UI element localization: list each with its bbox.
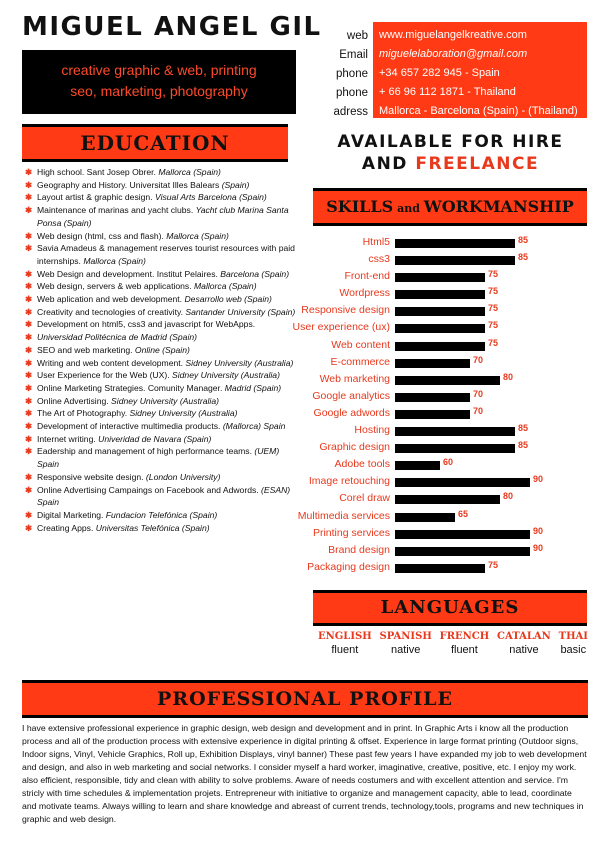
language-name: FRENCH [439, 631, 490, 642]
skill-row [313, 406, 603, 423]
skill-label: Google analytics [312, 389, 390, 402]
education-item [22, 357, 296, 370]
contact-label-phone-spain: phone [336, 68, 368, 80]
education-item-place: Mallorca (Spain) [194, 281, 257, 292]
asterisk-bullet-icon: ✱ [25, 382, 33, 393]
skill-row [313, 372, 603, 389]
skill-row [313, 423, 603, 440]
skill-row [301, 303, 603, 320]
asterisk-bullet-icon: ✱ [25, 306, 33, 317]
asterisk-bullet-icon: ✱ [25, 421, 33, 432]
skill-bar [395, 342, 485, 351]
skill-label: User experience (ux) [292, 321, 390, 334]
asterisk-bullet-icon: ✱ [25, 268, 33, 279]
language-item [380, 631, 432, 656]
skill-bar [395, 239, 515, 248]
skill-value: 75 [488, 337, 499, 348]
skill-label: Graphic design [319, 441, 390, 454]
contact-phone-thailand: + 66 96 112 1871 - Thailand [379, 86, 516, 98]
education-item [22, 420, 296, 433]
availability-accent: FREELANCE [415, 154, 540, 174]
education-item-title: Web design, servers & web applications. [37, 281, 194, 292]
education-item [22, 204, 296, 229]
education-item-title: High school. Sant Josep Obrer. [37, 167, 159, 177]
education-item-title: Development on html5, css3 and javascript for WebApps. [37, 319, 256, 330]
skill-label: Web content [331, 338, 390, 351]
skill-bar [395, 478, 530, 487]
asterisk-bullet-icon: ✱ [25, 230, 33, 241]
skill-bar [395, 359, 470, 368]
skill-row [292, 320, 603, 337]
tagline-line1: creative graphic & web, printing [61, 62, 257, 78]
skill-bar [395, 530, 530, 539]
education-item [22, 293, 296, 306]
skill-row [313, 355, 603, 372]
education-item-place: Visual Arts Barcelona (Spain) [155, 192, 267, 203]
asterisk-bullet-icon: ✱ [25, 471, 33, 482]
skill-row [313, 543, 603, 560]
education-item [22, 331, 296, 344]
skills-heading-word1: SKILLS [326, 197, 394, 216]
asterisk-bullet-icon: ✱ [25, 319, 33, 330]
availability-line1: AVAILABLE FOR HIRE [337, 132, 564, 152]
education-item-place: Sidney University (Australia) [111, 395, 219, 406]
skill-value: 90 [533, 474, 544, 485]
education-item [22, 445, 296, 470]
skill-bar [395, 513, 455, 522]
education-item-place: Sidney University (Australia) [185, 357, 294, 368]
asterisk-bullet-icon: ✱ [25, 332, 33, 343]
education-item-place: (ESAN) Spain [37, 484, 291, 508]
skill-row [313, 440, 603, 457]
skill-row [308, 474, 603, 491]
language-name: SPANISH [379, 631, 432, 642]
asterisk-bullet-icon: ✱ [25, 522, 33, 533]
skill-label: Image retouching [308, 475, 390, 488]
education-item-place: Online (Spain) [134, 344, 190, 355]
skill-label: E-commerce [330, 355, 390, 368]
education-heading: EDUCATION [22, 124, 288, 162]
education-item-title: Online Marketing Strategies. Comunity Manager. [37, 382, 225, 393]
skill-bar [395, 495, 500, 504]
availability-line2 [313, 153, 588, 175]
education-item-title: Writing and web content development. [37, 357, 186, 368]
education-item-place: Universidad Politécnica de Madrid (Spain) [37, 332, 198, 343]
education-item-title: Eadership and management of high performance teams. [37, 446, 255, 457]
skill-bar [395, 393, 470, 402]
tagline-box [22, 50, 296, 114]
language-item [497, 631, 551, 656]
contact-address: Mallorca - Barcelona (Spain) - (Thailand) [379, 105, 578, 117]
tagline-line2: seo, marketing, photography [70, 83, 248, 99]
asterisk-bullet-icon: ✱ [25, 243, 33, 254]
asterisk-bullet-icon: ✱ [25, 167, 33, 177]
skill-value: 85 [518, 423, 529, 434]
education-item [22, 471, 296, 484]
contact-label-phone-thailand: phone [336, 87, 368, 99]
language-level: fluent [331, 644, 359, 656]
education-item-title: Web design (html, css and flash). [37, 230, 167, 241]
education-item [22, 230, 296, 243]
education-item [22, 268, 296, 281]
contact-phone-spain: +34 657 282 945 - Spain [379, 67, 500, 79]
skill-value: 85 [518, 235, 529, 245]
education-item [22, 306, 296, 319]
language-item [559, 631, 588, 656]
skill-label: Responsive design [301, 304, 390, 317]
skills-heading [313, 188, 587, 226]
education-item [22, 433, 296, 446]
skill-row [313, 235, 603, 252]
education-item-title: Geography and History. Universitat Illes Balears [37, 179, 222, 190]
education-item-place: (Spain) [221, 179, 250, 190]
language-name: THAI [558, 631, 588, 642]
education-item-place: Santander University (Spain) [185, 306, 296, 317]
skill-label: Html5 [362, 236, 390, 248]
asterisk-bullet-icon: ✱ [25, 433, 33, 444]
skill-value: 75 [488, 286, 499, 297]
asterisk-bullet-icon: ✱ [25, 179, 33, 190]
education-item-title: Internet writing. [37, 433, 99, 444]
education-item-title: Development of interactive multimedia products. [37, 421, 223, 432]
asterisk-bullet-icon: ✱ [25, 370, 33, 381]
skill-label: Brand design [328, 543, 390, 556]
skill-value: 75 [488, 559, 499, 570]
education-item [22, 369, 296, 382]
skill-bar [395, 376, 500, 385]
language-level: fluent [450, 644, 478, 656]
education-item-place: Mallorca (Spain) [83, 255, 146, 266]
skill-value: 90 [533, 525, 544, 536]
asterisk-bullet-icon: ✱ [25, 294, 33, 305]
education-item-title: Maintenance of marinas and yacht clubs. [37, 205, 196, 216]
education-item-title: Web Design and development. Institut Pelaires. [37, 268, 221, 279]
education-item-title: Online Advertising Campaings on Facebook and Adwords. [37, 484, 262, 495]
skill-value: 70 [473, 354, 484, 365]
skill-label: Wordpress [339, 287, 390, 300]
education-item-place: Yacht club Marina Santa Ponsa (Spain) [37, 205, 289, 228]
asterisk-bullet-icon: ✱ [25, 281, 33, 292]
education-item-place: Desarrollo web (Spain) [184, 294, 272, 305]
contact-web-link[interactable]: www.miguelangelkreative.com [379, 29, 527, 41]
skill-bar [395, 256, 515, 265]
profile-heading: PROFESSIONAL PROFILE [22, 680, 588, 718]
education-item-place: Mallorca (Spain) [166, 230, 229, 241]
skill-bar [395, 461, 440, 470]
asterisk-bullet-icon: ✱ [25, 344, 33, 355]
skill-label: Google adwords [313, 406, 390, 419]
education-item-place: Univeridad de Navara (Spain) [98, 433, 212, 444]
skill-row [307, 559, 603, 577]
education-item-place: (UEM) Spain [37, 446, 280, 470]
skill-value: 60 [443, 457, 454, 468]
profile-text: I have extensive professional experience in graphic design, web design and development and in print. In Graphic Arts i know all the production process and all of the production process with extensive experience in digital printing & offset. Experience in large format printing (Outdoor signs, Indoor signs, Vinyl, Vehicle Graphics, Roll up, Exhibition Displays, vinyl banner) These past few years I have expanded my job to web development and design, and also in web marketing and social networks. I consider myself a hard worker, imaginative, creative, positive, etc. I enjoy my work. also efficient, responsible, tidy and clean with ability to solve problems. Aware of needs costumers and with excellent attention and service. I'm stricly with time schedules & implementation projets. Entrepreneur with initiative to organize and management capacity, able to lead, coordinate and motivate teams. Always willing to learn and share knowledge and abreast of current trends, technology,tools, programs and new techniques in graphic and web design. [22, 723, 587, 824]
education-item [22, 318, 296, 331]
education-item-place: Mallorca (Spain) [158, 167, 221, 177]
education-item-title: Creativity and tecnologies of creativity. [37, 306, 186, 317]
skill-label: css3 [368, 253, 390, 266]
education-item-title: Creating Apps. [37, 522, 96, 533]
contact-label-address: adress [333, 106, 368, 118]
skill-label: Front-end [344, 270, 390, 283]
education-item-place: Fundacion Telefónica (Spain) [105, 509, 218, 520]
education-item-place: Madrid (Spain) [224, 382, 282, 393]
education-item-place: (London University) [145, 471, 221, 482]
skills-heading-and: and [393, 202, 424, 215]
skills-chart [292, 235, 603, 577]
education-item-title: User Experience for the Web (UX). [37, 370, 173, 381]
education-list [22, 166, 296, 534]
skill-value: 85 [518, 440, 529, 451]
education-item [22, 179, 296, 192]
language-item [440, 631, 490, 656]
skill-value: 75 [488, 320, 499, 331]
education-item-title: Responsive website design. [37, 471, 146, 482]
skill-label: Adobe tools [334, 458, 390, 471]
languages-list [318, 631, 588, 656]
skill-row [313, 286, 603, 303]
education-item-place: Universitas Telefónica (Spain) [95, 522, 210, 533]
education-item-title: Savia Amadeus & management reserves tourist resources with paid internships. [37, 243, 295, 266]
language-level: native [509, 644, 539, 656]
skill-label: Hosting [354, 424, 390, 437]
language-name: CATALAN [497, 631, 551, 642]
skill-bar [395, 564, 485, 573]
skill-value: 75 [488, 303, 499, 314]
skill-value: 85 [518, 252, 529, 263]
skill-row [313, 457, 603, 474]
education-item-place: (Mallorca) Spain [222, 421, 286, 432]
education-item [22, 344, 296, 357]
education-item-title: The Art of Photography. [37, 408, 130, 419]
skill-value: 65 [458, 508, 469, 519]
education-item [22, 280, 296, 293]
contact-label-email: Email [339, 49, 368, 61]
skill-bar [395, 427, 515, 436]
name-title: MIGUEL ANGEL GIL [22, 12, 322, 42]
skill-label: Corel draw [339, 492, 390, 505]
education-item-place: Sidney University (Australia) [172, 370, 280, 381]
skill-row [313, 491, 603, 508]
asterisk-bullet-icon: ✱ [25, 192, 33, 203]
skill-value: 80 [503, 491, 514, 502]
language-level: basic [560, 644, 587, 656]
education-item [22, 382, 296, 395]
skill-row [313, 338, 603, 355]
skill-row [313, 269, 603, 286]
education-item [22, 191, 296, 204]
skill-label: Web marketing [319, 372, 390, 385]
education-item-place: Sidney University (Australia) [129, 408, 238, 419]
asterisk-bullet-icon: ✱ [25, 446, 33, 457]
education-item [22, 509, 296, 522]
education-item-title: Digital Marketing. [37, 509, 106, 520]
education-item-title: Web aplication and web development. [37, 294, 185, 305]
skill-bar [395, 444, 515, 453]
skill-value: 75 [488, 269, 499, 280]
education-item [22, 484, 296, 509]
asterisk-bullet-icon: ✱ [25, 509, 33, 520]
education-item-place: Barcelona (Spain) [220, 268, 290, 279]
education-item [22, 166, 296, 179]
skill-row [313, 252, 603, 269]
language-level: native [390, 644, 421, 656]
availability-prefix: AND [361, 154, 416, 174]
contact-box [373, 22, 587, 118]
asterisk-bullet-icon: ✱ [25, 357, 33, 368]
education-item-title: Layout artist & graphic design. [37, 192, 155, 203]
asterisk-bullet-icon: ✱ [25, 205, 33, 216]
education-item [22, 242, 296, 267]
skill-bar [395, 307, 485, 316]
asterisk-bullet-icon: ✱ [25, 408, 33, 419]
language-item [318, 631, 372, 656]
skill-bar [395, 547, 530, 556]
skill-label: Multimedia services [297, 509, 390, 522]
education-item [22, 522, 296, 535]
skill-bar [395, 324, 485, 333]
availability-banner [313, 131, 588, 175]
skill-value: 80 [503, 371, 514, 382]
skill-row [297, 508, 603, 526]
education-item-title: SEO and web marketing. [37, 344, 135, 355]
education-item [22, 407, 296, 420]
language-name: ENGLISH [318, 631, 372, 642]
skill-bar [395, 273, 485, 282]
skill-value: 90 [533, 542, 544, 553]
skill-bar [395, 410, 470, 419]
asterisk-bullet-icon: ✱ [25, 395, 33, 406]
skill-row [313, 389, 603, 406]
skill-bar [395, 290, 485, 299]
skills-heading-word2: WORKMANSHIP [423, 197, 574, 216]
skill-value: 70 [473, 405, 484, 416]
languages-heading: LANGUAGES [313, 590, 587, 626]
contact-label-web: web [346, 30, 368, 42]
skill-label: Printing services [312, 526, 390, 539]
contact-email-link[interactable]: miguelelaboration@gmail.com [379, 48, 528, 60]
education-item [22, 395, 296, 408]
skill-row [313, 526, 603, 543]
skill-value: 70 [473, 388, 484, 399]
education-item-title: Online Advertising. [37, 395, 112, 406]
contact-labels [318, 27, 368, 122]
skill-label: Packaging design [307, 560, 390, 573]
asterisk-bullet-icon: ✱ [25, 484, 33, 495]
